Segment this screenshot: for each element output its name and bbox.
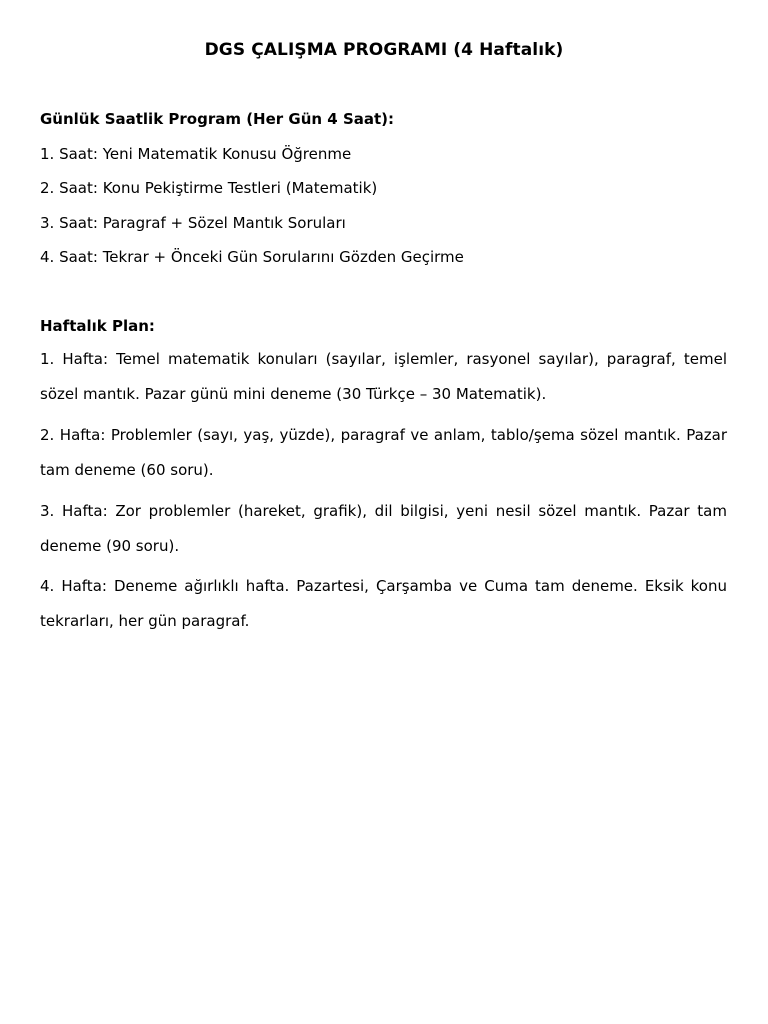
daily-item-1: 1. Saat: Yeni Matematik Konusu Öğrenme — [40, 145, 352, 163]
weekly-item-3: 3. Hafta: Zor problemler (hareket, grafik), dil bilgisi, yeni nesil sözel mantık. Pazar tam deneme (90 soru). — [40, 502, 727, 555]
document-title: DGS ÇALIŞMA PROGRAMI (4 Haftalık) — [204, 40, 564, 60]
daily-item-4: 4. Saat: Tekrar + Önceki Gün Sorularını Gözden Geçirme — [40, 248, 464, 266]
daily-program-heading: Günlük Saatlik Program (Her Gün 4 Saat): — [40, 110, 395, 128]
weekly-plan-heading: Haftalık Plan: — [40, 317, 155, 335]
weekly-item-1: 1. Hafta: Temel matematik konuları (sayılar, işlemler, rasyonel sayılar), paragraf, temel sözel mantık. Pazar günü mini deneme (30 Türkçe – 30 Matematik). — [40, 350, 727, 403]
weekly-item-2: 2. Hafta: Problemler (sayı, yaş, yüzde), paragraf ve anlam, tablo/şema sözel mantık. Pazar tam deneme (60 soru). — [40, 426, 727, 479]
weekly-item-4: 4. Hafta: Deneme ağırlıklı hafta. Pazartesi, Çarşamba ve Cuma tam deneme. Eksik konu tekrarları, her gün paragraf. — [40, 577, 727, 630]
daily-item-3: 3. Saat: Paragraf + Sözel Mantık Soruları — [40, 214, 346, 232]
daily-item-2: 2. Saat: Konu Pekiştirme Testleri (Matematik) — [40, 179, 378, 197]
